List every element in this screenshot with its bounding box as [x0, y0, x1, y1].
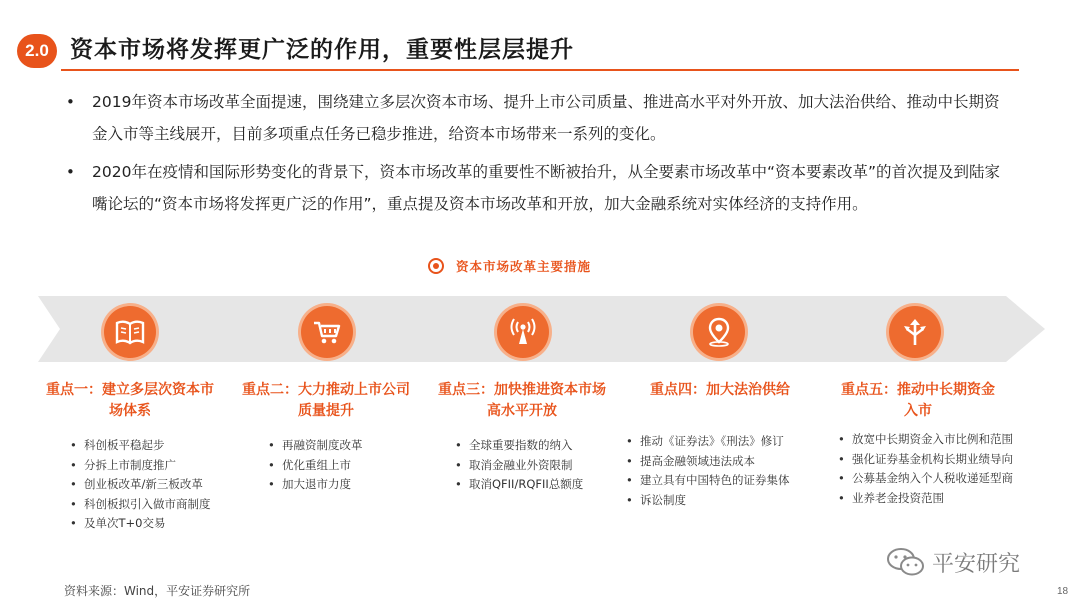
- target-icon: [428, 258, 444, 274]
- measures-list-3: [455, 436, 583, 495]
- book-icon: [104, 306, 156, 358]
- list-item: • 业养老金投资范围: [838, 489, 1013, 509]
- list-item: • 放宽中长期资金入市比例和范围: [838, 430, 1013, 450]
- page-number: 18: [1057, 586, 1069, 597]
- title-divider: [61, 69, 1019, 71]
- list-item: • 诉讼制度: [626, 491, 790, 511]
- list-item: • 建立具有中国特色的证券集体: [626, 471, 790, 491]
- section-number-badge: 2.0: [17, 34, 57, 68]
- list-item: • 取消QFII/RQFII总额度: [455, 475, 583, 495]
- watermark-text: 平安研究: [932, 551, 1021, 577]
- signpost-arrows-icon: [889, 306, 941, 358]
- page-title: 资本市场将发挥更广泛的作用，重要性层层提升: [70, 37, 574, 63]
- list-item: • 推动《证券法》《刑法》修订: [626, 432, 790, 452]
- section-subheading: [428, 256, 591, 276]
- source-note: 资料来源：Wind，平安证券研究所: [64, 584, 251, 598]
- pillar-title-4: 重点四：加大法治供给: [650, 382, 790, 398]
- location-pin-icon: [693, 306, 745, 358]
- section-label: 资本市场改革主要措施: [456, 259, 592, 274]
- measures-list-2: [268, 436, 363, 495]
- list-item: • 科创板拟引入做市商制度: [70, 495, 211, 515]
- list-item: • 全球重要指数的纳入: [455, 436, 583, 456]
- bullet-dot: •: [66, 163, 75, 181]
- list-item: • 科创板平稳起步: [70, 436, 211, 456]
- list-item: • 创业板改革/新三板改革: [70, 475, 211, 495]
- list-item: • 再融资制度改革: [268, 436, 363, 456]
- list-item: • 提高金融领域违法成本: [626, 452, 790, 472]
- measures-list-1: [70, 436, 211, 534]
- bullet-item: [66, 156, 1012, 220]
- bullet-text: 2019年资本市场改革全面提速，围绕建立多层次资本市场、提升上市公司质量、推进高水平对外开放、加大法治供给、推动中长期资金入市等主线展开，目前多项重点任务已稳步推进，给资本市场带来一系列的变化。: [92, 93, 1000, 143]
- measures-list-5: [838, 430, 1013, 508]
- list-item: • 加大退市力度: [268, 475, 363, 495]
- list-item: • 分拆上市制度推广: [70, 456, 211, 476]
- pillar-title-1: 重点一：建立多层次资本市场体系: [46, 382, 214, 419]
- intro-bullets: [66, 86, 1016, 226]
- pillar-title-3: 重点三：加快推进资本市场高水平开放: [438, 382, 606, 419]
- bullet-text: 2020年在疫情和国际形势变化的背景下，资本市场改革的重要性不断被抬升，从全要素市场改革中“资本要素改革”的首次提及到陆家嘴论坛的“资本市场将发挥更广泛的作用”，重点提及资本市场改革和开放，加大金融系统对实体经济的支持作用。: [92, 163, 1001, 213]
- antenna-icon: [497, 306, 549, 358]
- wechat-icon: [886, 546, 926, 578]
- watermark: [886, 546, 1020, 578]
- list-item: • 优化重组上市: [268, 456, 363, 476]
- bullet-dot: •: [66, 93, 75, 111]
- pillar-title-5: 重点五：推动中长期资金入市: [841, 382, 995, 419]
- cart-icon: [301, 306, 353, 358]
- list-item: • 公募基金纳入个人税收递延型商: [838, 469, 1013, 489]
- list-item: • 取消金融业外资限制: [455, 456, 583, 476]
- bullet-item: [66, 86, 1012, 150]
- measures-list-4: [626, 432, 790, 510]
- pillar-title-2: 重点二：大力推动上市公司质量提升: [242, 382, 410, 419]
- list-item: • 及单次T+0交易: [70, 514, 211, 534]
- list-item: • 强化证券基金机构长期业绩导向: [838, 450, 1013, 470]
